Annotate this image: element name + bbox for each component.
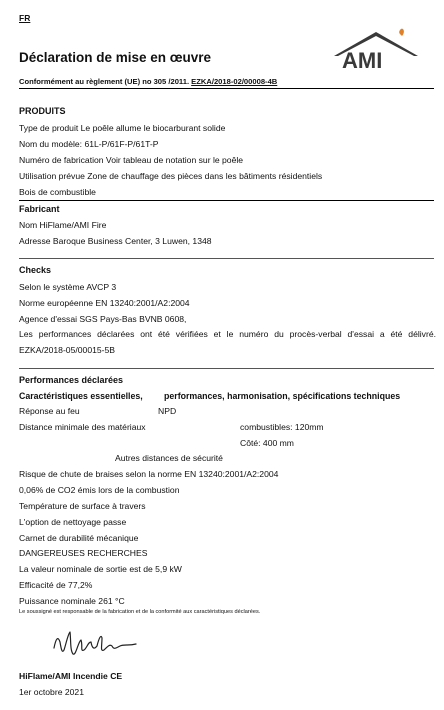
ami-logo [330,26,422,70]
avcp-system: Selon le système AVCP 3 [19,282,117,292]
european-standard: Norme européenne EN 13240:2001/A2:2004 [19,298,190,308]
regulation-reference: EZKA/2018-02/00008-4B [191,77,278,86]
surface-temperature: Température de surface à travers [19,501,146,511]
test-agency: Agence d'essai SGS Pays-Bas BVNB 0608, [19,314,187,324]
dangerous-substances: DANGEREUSES RECHERCHES [19,548,148,558]
signatory-name: HiFlame/AMI Incendie CE [19,671,123,681]
dashed-divider [19,368,434,369]
manufacturing-number: Numéro de fabrication Voir tableau de notation sur le poêle [19,155,244,165]
product-type: Type de produit Le poêle allume le biocarburant solide [19,123,226,133]
characteristics-heading: Caractéristiques essentielles, [19,391,143,401]
ember-risk: Risque de chute de braises selon la norme EN 13240:2001/A2:2004 [19,469,279,479]
section-heading-performances: Performances déclarées [19,375,124,385]
language-code: FR [19,13,31,23]
efficiency: Efficacité de 77,2% [19,580,93,590]
model-name: Nom du modèle: 61L-P/61F-P/61T-P [19,139,159,149]
manufacturer-name: Nom HiFlame/AMI Fire [19,220,107,230]
dashed-divider [19,258,434,259]
co2-emission: 0,06% de CO2 émis lors de la combustion [19,485,180,495]
responsibility-statement: Le soussigné est responsable de la fabrication et de la conformité aux caractéristiques déclarées. [19,609,261,615]
nominal-output: La valeur nominale de sortie est de 5,9 kW [19,564,182,574]
verification-paragraph: Les performances déclarées ont été vérifiées et le numéro du procès-verbal d'essai a été délivré. EZKA/2018-05/00015-5B [19,329,436,355]
section-heading-fabricant: Fabricant [19,204,60,214]
regulation-prefix: Conformément au règlement (UE) no 305 /2011. [19,77,192,86]
min-distance-label: Distance minimale des matériaux [19,422,146,432]
intended-use: Utilisation prévue Zone de chauffage des pièces dans les bâtiments résidentiels [19,171,323,181]
regulation-line [19,77,277,86]
fire-reaction-label: Réponse au feu [19,406,80,416]
logo-text: AMI [342,48,383,70]
other-safety-distances: Autres distances de sécurité [115,453,223,463]
performances-heading: performances, harmonisation, spécifications techniques [164,391,401,401]
min-distance-combustibles: combustibles: 120mm [240,422,324,432]
manufacturer-address: Adresse Baroque Business Center, 3 Luwen, 1348 [19,236,212,246]
min-distance-side: Côté: 400 mm [240,438,294,448]
section-heading-checks: Checks [19,265,52,275]
section-divider [19,200,434,201]
handwritten-signature [50,628,140,664]
signature-date: 1er octobre 2021 [19,687,84,697]
nominal-power: Puissance nominale 261 °C [19,596,125,606]
cleaning-option: L'option de nettoyage passe [19,517,127,527]
section-heading-produits: PRODUITS [19,106,66,116]
fire-reaction-value: NPD [158,406,177,416]
page-title: Déclaration de mise en œuvre [19,50,212,65]
header-divider [19,88,434,89]
fuel: Bois de combustible [19,187,96,197]
mechanical-durability: Carnet de durabilité mécanique [19,533,139,543]
